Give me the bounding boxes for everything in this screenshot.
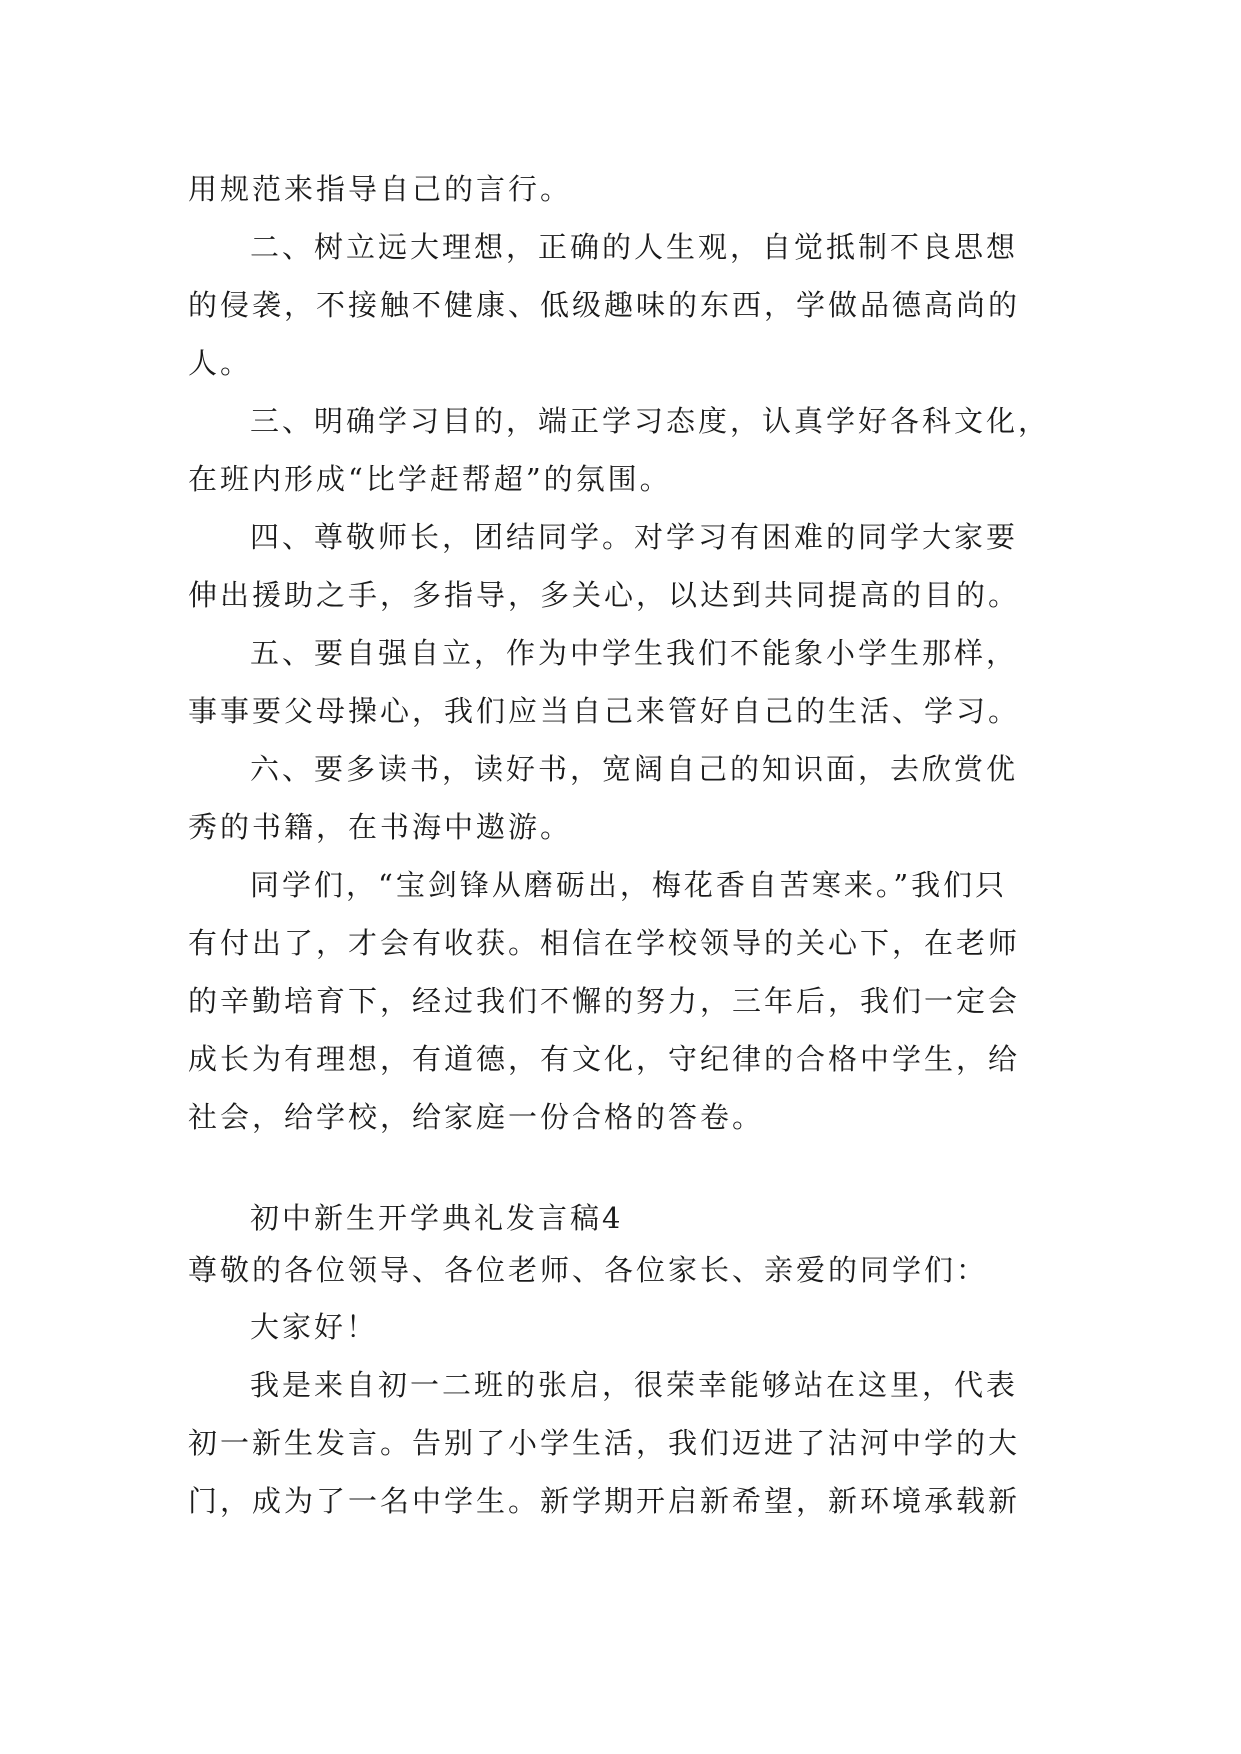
text-line: 同学们，“宝剑锋从磨砺出，梅花香自苦寒来。”我们只 — [250, 868, 1008, 902]
text-line: 在班内形成“比学赶帮超”的氛围。 — [188, 462, 672, 496]
text-line: 有付出了，才会有收获。相信在学校领导的关心下，在老师 — [188, 926, 1021, 960]
text-line: 我是来自初一二班的张启，很荣幸能够站在这里，代表 — [250, 1368, 1019, 1402]
text-line: 三、明确学习目的，端正学习态度，认真学好各科文化， — [250, 404, 1051, 438]
text-line: 五、要自强自立，作为中学生我们不能象小学生那样， — [250, 636, 1019, 670]
section-title: 初中新生开学典礼发言稿4 — [250, 1201, 624, 1235]
text-line: 初一新生发言。告别了小学生活，我们迈进了沽河中学的大 — [188, 1426, 1021, 1460]
greeting: 大家好！ — [250, 1310, 379, 1344]
text-line: 四、尊敬师长，团结同学。对学习有困难的同学大家要 — [250, 520, 1019, 554]
document-body — [188, 160, 1068, 1530]
text-line: 的辛勤培育下，经过我们不懈的努力，三年后，我们一定会 — [188, 984, 1021, 1018]
text-line: 秀的书籍，在书海中遨游。 — [188, 810, 573, 844]
section-gap — [188, 1146, 1068, 1194]
text-line: 成长为有理想，有道德，有文化，守纪律的合格中学生，给 — [188, 1042, 1021, 1076]
salutation: 尊敬的各位领导、各位老师、各位家长、亲爱的同学们： — [188, 1253, 989, 1287]
text-line: 二、树立远大理想，正确的人生观，自觉抵制不良思想 — [250, 230, 1019, 264]
text-line: 人。 — [188, 346, 253, 380]
text-line: 社会，给学校，给家庭一份合格的答卷。 — [188, 1100, 765, 1134]
text-line: 的侵袭，不接触不健康、低级趣味的东西，学做品德高尚的 — [188, 288, 1021, 322]
text-line: 事事要父母操心，我们应当自己来管好自己的生活、学习。 — [188, 694, 1021, 728]
text-line: 伸出援助之手，多指导，多关心，以达到共同提高的目的。 — [188, 578, 1021, 612]
text-line: 用规范来指导自己的言行。 — [188, 172, 573, 206]
text-line: 六、要多读书，读好书，宽阔自己的知识面，去欣赏优 — [250, 752, 1019, 786]
text-line: 门，成为了一名中学生。新学期开启新希望，新环境承载新 — [188, 1484, 1021, 1518]
